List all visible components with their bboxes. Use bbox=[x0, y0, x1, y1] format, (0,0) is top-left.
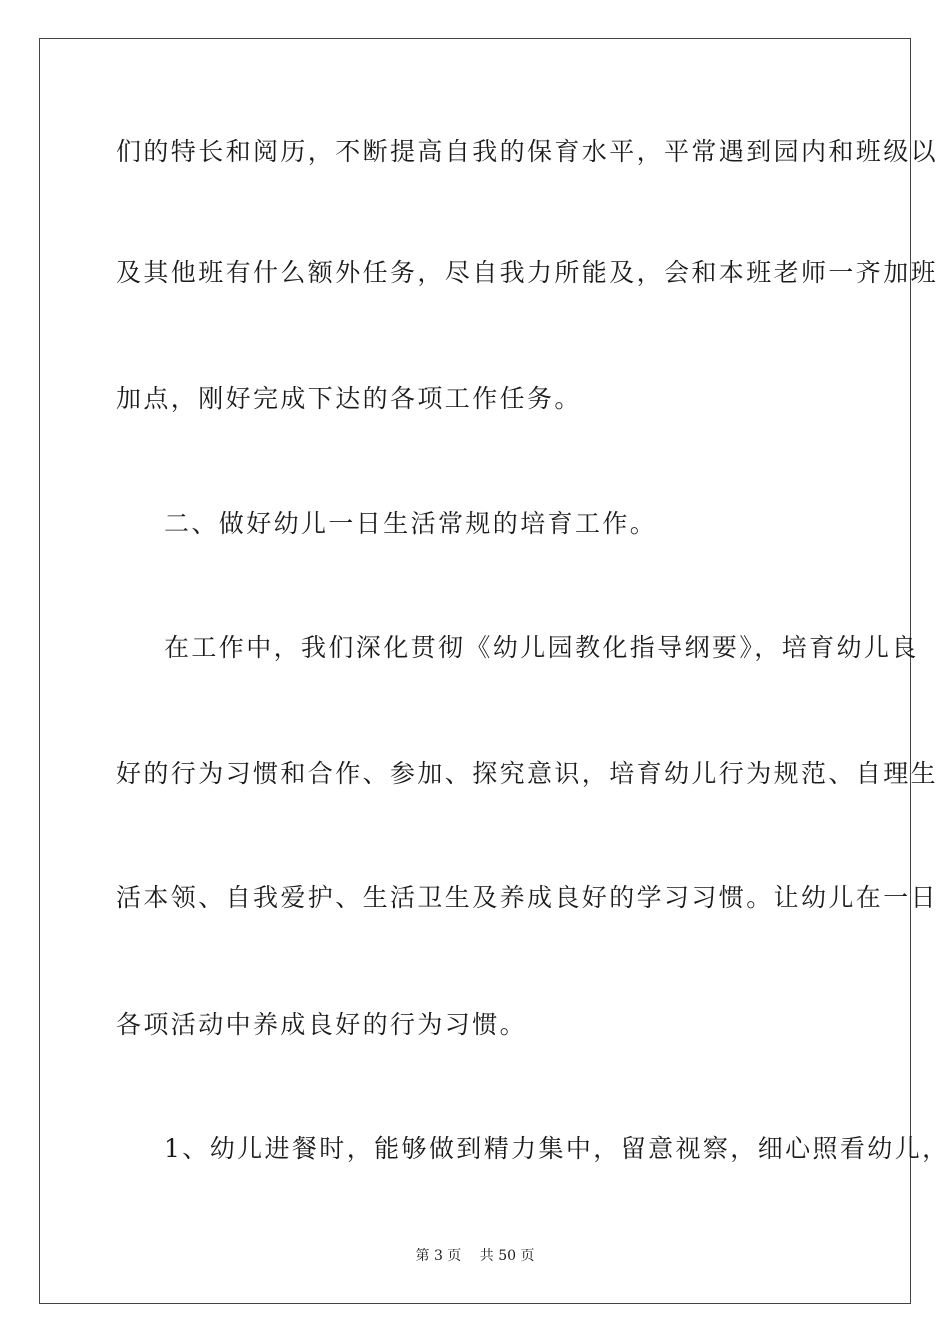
paragraph-line: 活本领、自我爱护、生活卫生及养成良好的学习习惯。让幼儿在一日 bbox=[116, 883, 939, 912]
page-number: 第 3 页 bbox=[415, 1248, 462, 1264]
paragraph-line: 在工作中，我们深化贯彻《幼儿园教化指导纲要》，培育幼儿良 bbox=[164, 633, 919, 662]
paragraph-line: 各项活动中养成良好的行为习惯。 bbox=[116, 1010, 528, 1039]
section-heading: 二、做好幼儿一日生活常规的培育工作。 bbox=[164, 509, 658, 538]
paragraph-line: 加点，刚好完成下达的各项工作任务。 bbox=[116, 384, 582, 413]
paragraph-line: 及其他班有什么额外任务，尽自我力所能及，会和本班老师一齐加班 bbox=[116, 258, 939, 287]
page-total: 共 50 页 bbox=[479, 1248, 535, 1264]
paragraph-line: 们的特长和阅历，不断提高自我的保育水平，平常遇到园内和班级以 bbox=[116, 137, 939, 166]
paragraph-line: 好的行为习惯和合作、参加、探究意识，培育幼儿行为规范、自理生 bbox=[116, 759, 939, 788]
page-footer bbox=[0, 1247, 950, 1265]
page-border bbox=[39, 38, 950, 1304]
paragraph-line: 1、幼儿进餐时，能够做到精力集中，留意视察，细心照看幼儿， bbox=[164, 1134, 950, 1163]
